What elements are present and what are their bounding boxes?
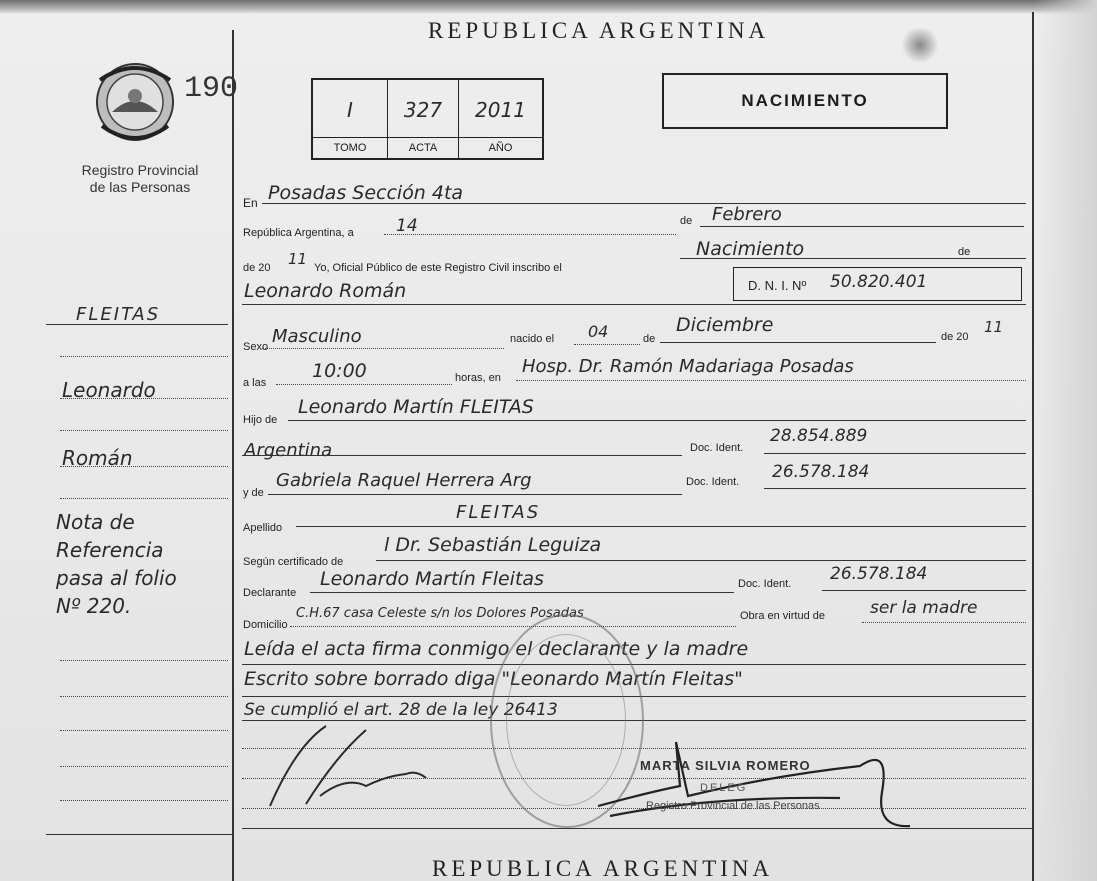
madre-line: [268, 494, 682, 495]
domicilio-value: C.H.67 casa Celeste s/n los Dolores Posadas: [296, 606, 584, 621]
birthday-dots: [574, 344, 640, 345]
sexo-label: Sexo: [243, 341, 269, 353]
rep-label: República Argentina, a: [243, 227, 354, 239]
margin-dots: [60, 430, 228, 431]
anio-label: AÑO: [459, 137, 542, 158]
margin-rule: [46, 324, 228, 325]
child-name-line: [242, 304, 1026, 305]
hora-value: 10:00: [312, 360, 367, 382]
margin-surname: FLEITAS: [76, 304, 161, 325]
tomo-label: TOMO: [313, 137, 387, 158]
provincial-seal-icon: [94, 60, 176, 144]
apellido-line: [296, 526, 1026, 527]
inscribo-value: Nacimiento: [696, 238, 805, 260]
office-name-line1: Registro Provincial: [81, 162, 199, 178]
dni-box: [733, 267, 1022, 301]
anio-value: 2011: [475, 98, 526, 122]
nacido-label: nacido el: [510, 333, 555, 345]
inscribo-line: [680, 258, 1026, 259]
domicilio-dots: [290, 626, 736, 627]
birth-month: Diciembre: [676, 314, 774, 336]
acta-cell: [388, 80, 459, 158]
month-line: [700, 226, 1024, 227]
birth-year: 11: [984, 318, 1004, 336]
margin-dots: [60, 660, 228, 661]
observacion-3: Se cumplió el art. 28 de la ley 26413: [244, 700, 558, 720]
padre-doc: 28.854.889: [770, 426, 868, 446]
right-page-shadow: [1035, 0, 1097, 881]
official-office: Registro Provincial de las Personas: [646, 800, 820, 812]
country-header: REPUBLICA ARGENTINA: [428, 18, 770, 43]
sexo-value: Masculino: [272, 326, 362, 347]
margin-note-l3: pasa al folio: [56, 566, 177, 590]
day-value: 14: [396, 216, 418, 236]
padre-doc-label: Doc. Ident.: [690, 442, 744, 454]
yde-label: y de: [243, 487, 264, 499]
year-suffix: 11: [288, 250, 308, 268]
margin-dots: [60, 356, 228, 357]
birth-day: 04: [588, 322, 609, 341]
obra-value: ser la madre: [870, 598, 978, 618]
ink-smudge: [900, 28, 940, 62]
child-name: Leonardo Román: [244, 280, 407, 302]
margin-note-l2: Referencia: [56, 538, 164, 562]
declarante-label: Declarante: [243, 587, 297, 599]
declarant-signature-icon: [266, 716, 436, 816]
madre-value: Gabriela Raquel Herrera Arg: [276, 470, 532, 491]
margin-divider-line: [232, 30, 234, 881]
year-prefix: de 20: [243, 262, 271, 274]
obra-dots: [862, 622, 1026, 623]
margin-note-l4: Nº 220.: [56, 594, 132, 618]
tomo-cell: [313, 80, 388, 158]
month-value: Febrero: [712, 204, 782, 225]
margin-note-l1: Nota de: [56, 510, 135, 534]
madre-doc-label: Doc. Ident.: [686, 476, 740, 488]
margin-dots: [60, 398, 228, 399]
observacion-1: Leída el acta firma conmigo el declarante y la madre: [244, 638, 749, 660]
dni-label: D. N. I. Nº: [748, 278, 807, 293]
apellido-value: FLEITAS: [456, 502, 541, 523]
dni-value: 50.820.401: [830, 272, 928, 292]
declarante-doc: 26.578.184: [830, 564, 928, 584]
de-label: de: [680, 215, 693, 227]
hora-dots: [276, 384, 452, 385]
padre-nac-line: [242, 455, 682, 456]
office-name-line2: de las Personas: [89, 179, 191, 195]
de2-label: de: [958, 246, 971, 258]
margin-dots: [60, 466, 228, 467]
act-type-box: NACIMIENTO: [662, 73, 948, 129]
observacion-2: Escrito sobre borrado diga "Leonardo Martín Fleitas": [244, 668, 743, 690]
office-name: [60, 162, 220, 196]
margin-name2: Román: [62, 446, 133, 470]
padre-line: [288, 420, 1026, 421]
anio-cell: [459, 80, 542, 158]
en-value: Posadas Sección 4ta: [268, 182, 464, 204]
certificado-value: l Dr. Sebastián Leguiza: [384, 534, 602, 556]
obs1-line: [242, 664, 1026, 665]
alas-label: a las: [243, 377, 267, 389]
lugar-dots: [516, 380, 1026, 381]
declarante-value: Leonardo Martín Fleitas: [320, 568, 544, 590]
margin-dots: [60, 498, 228, 499]
margin-dots: [60, 730, 228, 731]
margin-name1: Leonardo: [62, 378, 156, 402]
en-label: En: [243, 196, 258, 210]
day-dots: [384, 234, 676, 235]
padre-doc-line: [764, 453, 1026, 454]
declarante-doc-label: Doc. Ident.: [738, 578, 792, 590]
acta-value: 327: [403, 98, 443, 122]
official-signature-icon: [590, 736, 920, 836]
obra-label: Obra en virtud de: [740, 610, 825, 622]
year2-prefix: de 20: [941, 331, 969, 343]
margin-rule-bottom: [46, 834, 232, 835]
acta-label: ACTA: [388, 137, 458, 158]
margin-dots: [60, 800, 228, 801]
apellido-label: Apellido: [243, 522, 283, 534]
lugar-value: Hosp. Dr. Ramón Madariaga Posadas: [522, 356, 854, 377]
declarante-doc-line: [822, 590, 1026, 591]
country-header-bottom: REPUBLICA ARGENTINA: [432, 856, 774, 881]
padre-nac: Argentina: [244, 440, 333, 461]
folio-number: 190: [184, 72, 239, 106]
right-border-line: [1032, 12, 1034, 881]
margin-dots: [60, 766, 228, 767]
top-shadow: [0, 0, 1097, 14]
domicilio-label: Domicilio: [243, 619, 288, 631]
margin-dots: [60, 696, 228, 697]
certificado-line: [376, 560, 1026, 561]
official-role: DELEG: [700, 782, 748, 794]
hijo-label: Hijo de: [243, 414, 278, 426]
sexo-dots: [262, 348, 504, 349]
tomo-acta-box: [311, 78, 544, 160]
segun-label: Según certificado de: [243, 556, 344, 568]
tomo-value: I: [347, 98, 353, 122]
madre-doc-line: [764, 488, 1026, 489]
oficial-text: Yo, Oficial Público de este Registro Civil inscribo el: [314, 262, 562, 274]
padre-value: Leonardo Martín FLEITAS: [298, 396, 534, 418]
de3-label: de: [643, 333, 656, 345]
birth-month-line: [660, 342, 936, 343]
official-name: MARTA SILVIA ROMERO: [640, 758, 811, 773]
en-line: [262, 203, 1026, 204]
horas-en-label: horas, en: [455, 372, 501, 384]
madre-doc: 26.578.184: [772, 462, 870, 482]
declarante-line: [310, 592, 734, 593]
